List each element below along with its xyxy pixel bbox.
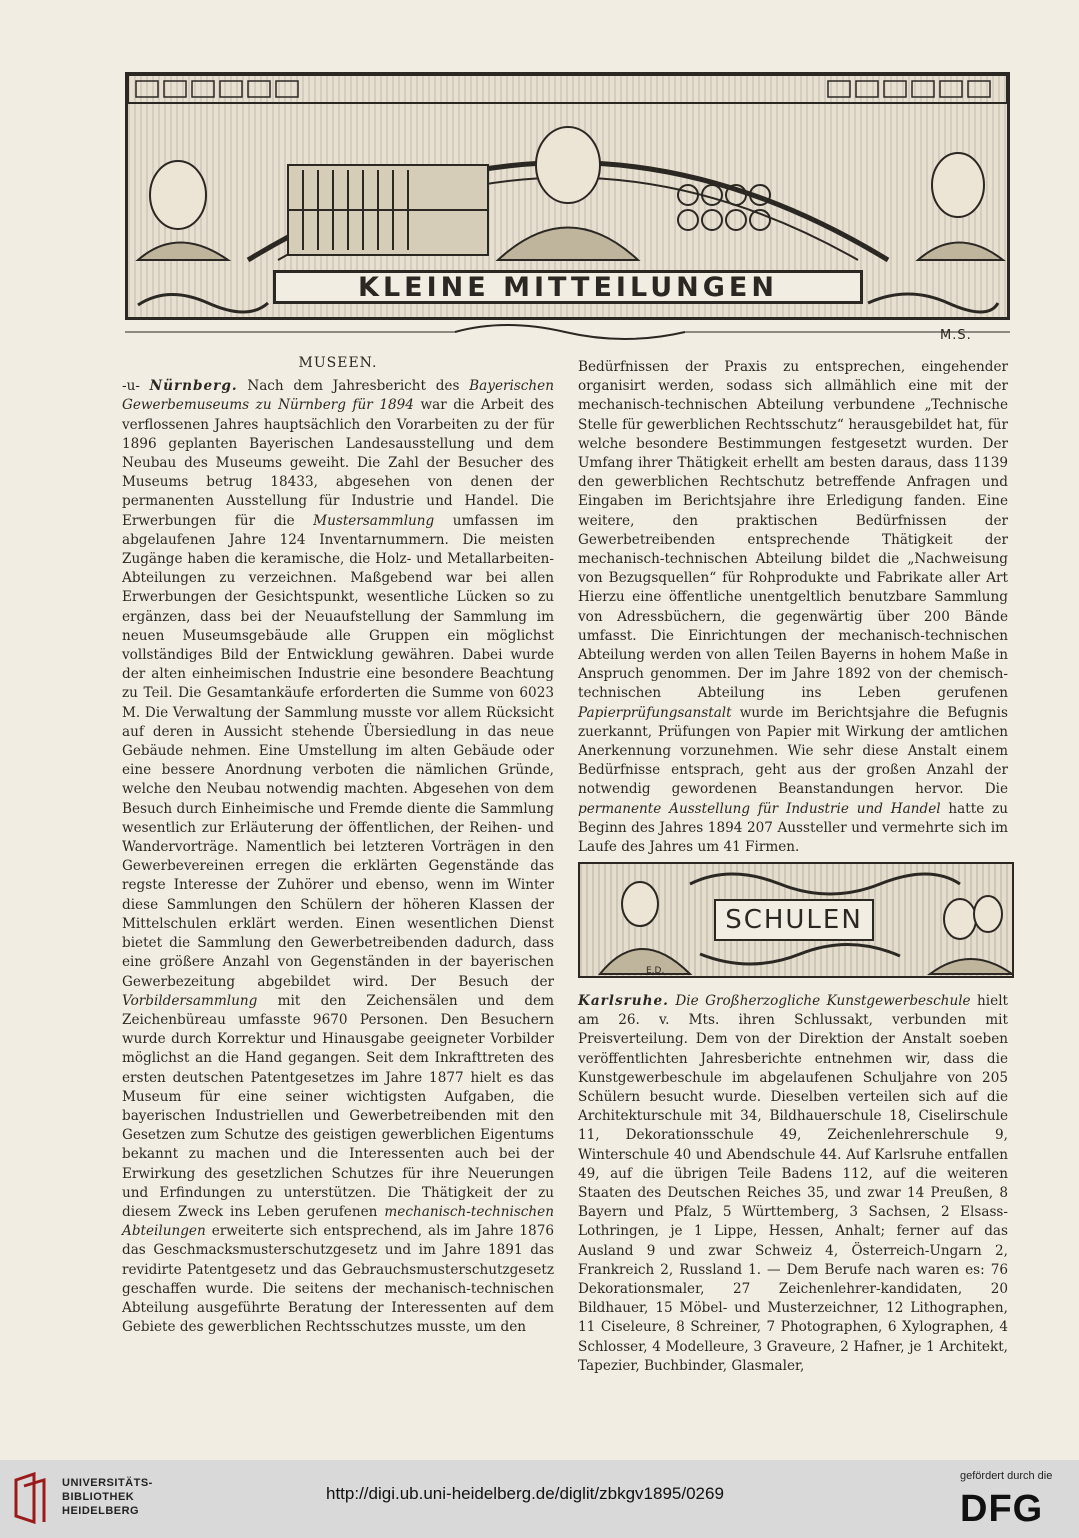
paragraph-text: hatte zu Beginn des Jahres 1894 207 Aussteller und vermehrte sich im Laufe des Jahres um 41 Firmen.: [578, 800, 1008, 856]
library-name-line: HEIDELBERG: [62, 1505, 140, 1517]
author-mark: -u-: [122, 378, 140, 395]
university-library-logo-icon: [12, 1472, 52, 1524]
header-monogram: M.S.: [940, 328, 972, 343]
emphasis-text: mechanisch-technischen Abteilungen: [122, 1203, 554, 1240]
left-column: [122, 355, 555, 1337]
paragraph-text: wurde im Berichtsjahre die Befugnis zuerkannt, Prüfungen von Papier mit Wirkung der amtlichen Anerkennung vorzunehmen. Wie sehr diese Anstalt einem Bedürfnisse entsprach, geht aus der großen Anzahl der notwendig gewordenen Beanstandungen hervor. Die: [578, 704, 1008, 798]
header-title: KLEINE MITTEILUNGEN: [273, 270, 863, 304]
emphasis-text: Papierprüfungsanstalt: [578, 704, 732, 721]
place-heading: Nürnberg.: [149, 378, 238, 395]
schulen-illustration: [578, 862, 1014, 978]
emphasis-text: Mustersammlung: [313, 512, 435, 529]
right-column-bottom: [578, 992, 1008, 1376]
schulen-title: SCHULEN: [714, 899, 874, 941]
header-illustration: [125, 72, 1010, 320]
schulen-monogram: E.D.: [646, 966, 665, 976]
library-name: [62, 1476, 153, 1518]
dfg-logo: DFG: [960, 1488, 1044, 1530]
emphasis-text: permanente Ausstellung für Industrie und Handel: [578, 800, 941, 817]
emphasis-text: Vorbildersammlung: [122, 992, 258, 1009]
paragraph-text: hielt am 26. v. Mts. ihren Schlussakt, verbunden mit Preisverteilung. Dem von der Direktion der Anstalt soeben veröffentlichten Jahresberichte entnehmen wir, dass die Kunstgewerbeschule im abgelaufenen Schuljahre von 205 Schülern besucht wurde. Dieselben verteilen sich auf die Architekturschule mit 34, Bildhauerschule 18, Ciselirschule 11, Dekorationsschule 49, Zeichenlehrerschule 9, Winterschule 40 und Abendschule 44. Auf Karlsruhe entfallen 49, auf die übrigen Teile Badens 112, auf die weiteren Staaten des Deutschen Reiches 35, und zwar 14 Preußen, 8 Bayern und Pfalz, 5 Württemberg, 3 Sachsen, 2 Elsass-Lothringen, je 1 Lippe, Hessen, Anhalt; ferner auf das Ausland 9 und zwar Schweiz 4, Österreich-Ungarn 2, Frankreich 2, Russland 1. — Dem Berufe nach waren es: 76 Dekorationsmaler, 27 Zeichenlehrer-kandidaten, 20 Bildhauer, 15 Möbel- und Musterzeichner, 12 Lithographen, 11 Ciseleure, 8 Schreiner, 7 Photographen, 6 Xylographen, 4 Schlosser, 4 Modelleure, 3 Graveure, 2 Hafner, je 1 Architekt, Tapezier, Buchbinder, Glasmaler,: [578, 993, 1009, 1374]
paragraph-text: Nach dem Jahresbericht des: [247, 378, 460, 395]
place-heading: Karlsruhe.: [578, 993, 669, 1009]
section-title-museen: MUSEEN.: [298, 355, 378, 371]
library-name-line: UNIVERSITÄTS-: [62, 1477, 153, 1489]
paragraph-text: umfassen im abgelaufenen Jahre 124 Inventarnummern. Die meisten Zugänge haben die keramische, die Holz- und Metallarbeiten-Abteilungen zu verzeichnen. Maßgebend war bei allen Erwerbungen der Gesichtspunkt, wesentliche Lücken so zu ergänzen, dass bei der Neuaufstellung der Sammlung im neuen Museumsgebäude alle Gruppen ein möglichst vollständiges Bild der Entwicklung gewähren. Dabei wurde der alten einheimischen Industrie eine besondere Beachtung zu Teil. Die Gesamtankäufe erforderten die Summe von 6023 M. Die Verwaltung der Sammlung musste vor allem Rücksicht auf deren in Aussicht stehende Übersiedlung in das neue Gebäude nehmen. Eine Umstellung im alten Gebäude oder eine bessere Anordnung verboten die nämlichen Gründe, welche den Neubau notwendig machten. Abgesehen von dem Besuch durch Einheimische und Fremde diente die Sammlung wesentlich zur Erläuterung der öffentlichen, der Reihen- und Wandervorträge. Namentlich bei letzteren Vorträgen in den Gewerbevereinen erregen die erklärten Gegenstände das regste Interesse der Zuhörer und ebenso, wenn im Winter diese Sammlungen den Schülern der höheren Klassen der Mittelschulen erklärt werden. Einen wesentlichen Dienst bietet die Sammlung den Gewerbetreibenden dadurch, dass eine größere Anzahl von Gegenständen in der bayerischen Gewerbezeitung abgebildet wird. Der Besuch der: [122, 512, 555, 990]
emphasis-text: Die Großherzogliche Kunstgewerbeschule: [675, 993, 971, 1009]
article-nuernberg: [122, 377, 554, 1337]
paragraph-text: Bedürfnissen der Praxis zu entsprechen, eingehender organisirt werden, sodass sich allmählich eine mit der mechanisch-technischen Abteilung verbundene „Technische Stelle für gewerblichen Rechtsschutz“ herausgebildet hat, für welche besondere Bestimmungen festgesetzt wurden. Der Umfang ihrer Thätigkeit erhellt am besten daraus, dass 1139 den gewerblichen Rechtschutz betreffende Anfragen und Eingaben im Berichtsjahre ihre Erledigung fanden. Eine weitere, den praktischen Bedürfnissen der Gewerbetreibenden entsprechende Thätigkeit der mechanisch-technischen Abteilung bildet die „Nachweisung von Bezugsquellen“ für Rohprodukte und Fabrikate aller Art Hierzu eine öffentliche unentgeltlich benutzbare Sammlung von Adressbüchern, die gegenwärtig über 200 Bände umfasst. Die Einrichtungen der mechanisch-technischen Abteilung werden von allen Teilen Bayerns in hohem Maße in Anspruch genommen. Der im Jahre 1892 von der chemisch-technischen Abteilung ins Leben gerufenen: [578, 359, 1008, 702]
permalink-url[interactable]: http://digi.ub.uni-heidelberg.de/diglit/zbkgv1895/0269: [326, 1484, 724, 1503]
footer-bar: [0, 1460, 1079, 1538]
right-column-top: [578, 358, 1008, 857]
article-karlsruhe: [578, 992, 1008, 1376]
funding-note: gefördert durch die: [960, 1470, 1053, 1482]
paragraph-text: war die Arbeit des verflossenen Jahres hauptsächlich den Vorarbeiten zu der für 1896 geplanten Bayerischen Landesausstellung und dem Neubau des Museums geweiht. Die Zahl der Besucher des Museums betrug 18433, abgesehen von denen der permanenten Ausstellung für Industrie und Handel. Die Erwerbungen für die: [122, 397, 555, 529]
paragraph-text: mit den Zeichensälen und dem Zeichenbüreau umfasste 9670 Personen. Den Besuchern wurde durch Korrektur und Hinausgabe geeigneter Vorbilder möglichst an die Hand gegangen. Seit dem Inkrafttreten des ersten deutschen Patentgesetzes im Jahre 1877 hielt es das Museum für eine seiner wichtigsten Aufgaben, die bayerischen Industriellen und Gewerbetreibenden mit den Gesetzen zum Schutze des geistigen gewerblichen Eigentums bekannt zu machen und die Interessenten auch bei der Erwirkung des gesetzlichen Schutzes für ihre Neuerungen und Erfindungen zu unterstützen. Die Thätigkeit der zu diesem Zweck ins Leben gerufenen: [122, 992, 554, 1220]
header-flourish-ornament: [125, 318, 1010, 348]
library-name-line: BIBLIOTHEK: [62, 1491, 135, 1503]
paragraph-text: erweiterte sich entsprechend, als im Jahre 1876 das Geschmacksmusterschutzgesetz und im Jahre 1891 das revidirte Patentgesetz und das Gebrauchsmusterschutzgesetz geschaffen wurde. Die seitens der mechanisch-technischen Abteilung ausgeführte Beratung der Interessenten auf dem Gebiete des gewerblichen Rechtsschutzes musste, um den: [122, 1223, 554, 1336]
emphasis-text: Bayerischen Gewerbemuseums zu Nürnberg für 1894: [122, 378, 554, 414]
article-continuation: [578, 358, 1008, 857]
